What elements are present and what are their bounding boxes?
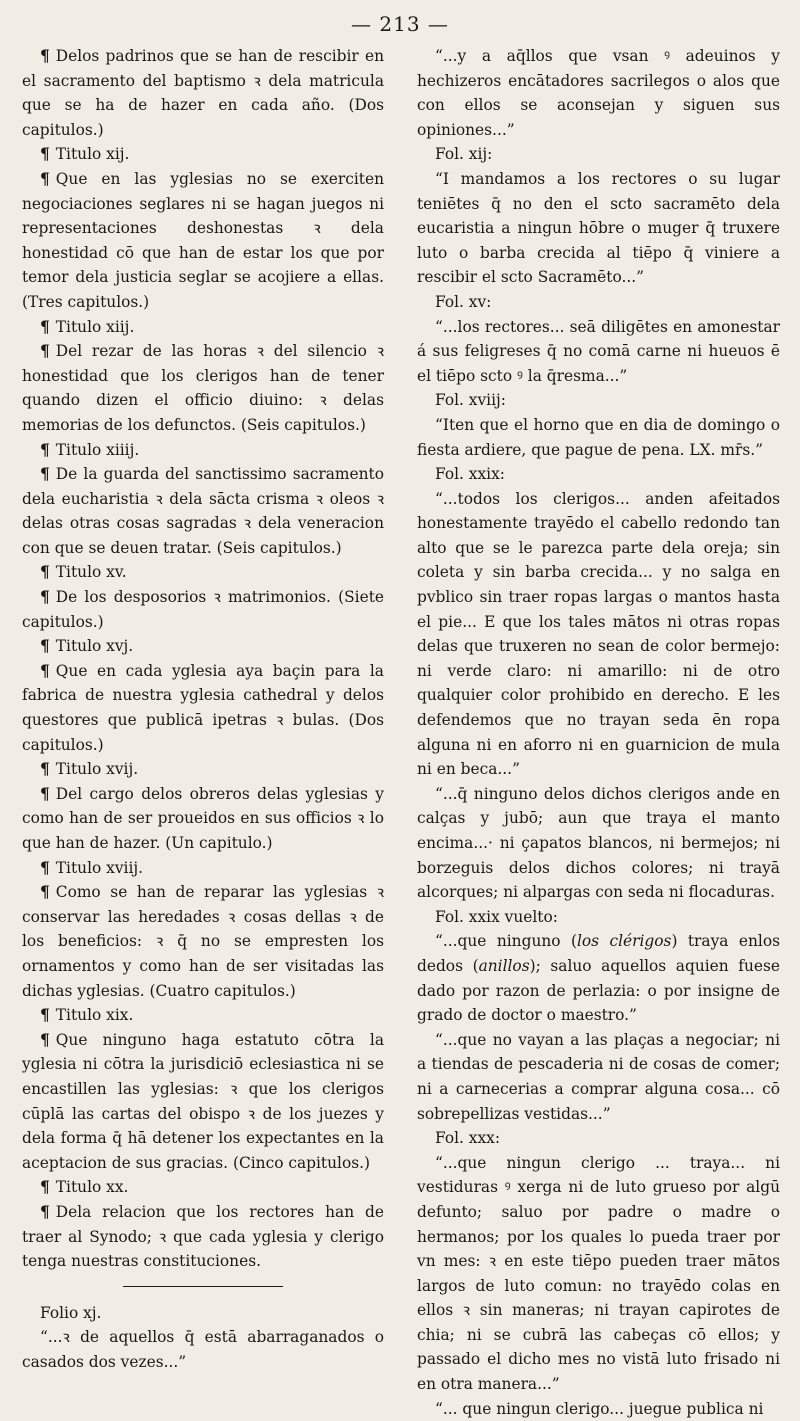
chapter-title — [22, 1003, 384, 1028]
chapter-title — [22, 315, 384, 340]
pilcrow-mark: ¶ — [40, 145, 50, 164]
chapter-title — [22, 1175, 384, 1200]
paragraph-text: Que ninguno haga estatuto cōtra la yglesia ni cōtra la jurisdiciō eclesiastica ni se encastillen las yglesias: ꝛ que los clerigos cūplā las cartas del obispo ꝛ de los juezes y dela forma q̄ hā detener los expectantes en la aceptacion de sus gracias. (Cinco capitulos.) — [22, 1030, 384, 1172]
chapter-summary — [22, 585, 384, 634]
quoted-passage: “... que ningun clerigo... juegue publica ni — [435, 1399, 764, 1418]
pilcrow-mark: ¶ — [40, 342, 50, 361]
pilcrow-mark: ¶ — [40, 1178, 50, 1197]
paragraph-text: Titulo xij. — [55, 145, 130, 164]
folio-reference: Folio xj. — [40, 1303, 102, 1322]
folio-reference: Fol. xviij: — [435, 391, 506, 410]
chapter-title — [22, 856, 384, 881]
quoted-passage: “...que ningun clerigo ... traya... ni vestiduras ꝰ xerga ni de luto grueso por algū defunto; saluo por padre o madre o hermanos; por los quales lo pueda traer por vn mes: ꝛ en este tiēpo pueden traer mātos largos de luto comun: no trayēdo colas en ellos ꝛ sin maneras; ni trayan capirotes de chia; ni se cubrā las cabeças cō ellos; y passado el dicho mes no vistā luto frisado ni en otra manera...” — [417, 1153, 780, 1394]
chapter-title — [22, 142, 384, 167]
paragraph-text: Delos padrinos que se han de rescibir en el sacramento del baptismo ꝛ dela matricula que se ha de hazer en cada año. (Dos capitulos.) — [22, 47, 384, 139]
chapter-title — [22, 634, 384, 659]
pilcrow-mark: ¶ — [40, 47, 50, 65]
pilcrow-mark: ¶ — [40, 784, 50, 803]
paragraph-text: Titulo xviij. — [55, 858, 144, 877]
paragraph-text: Del cargo delos obreros delas yglesias y como han de ser proueidos en sus officios ꝛ lo que han de hazer. (Un capitulo.) — [22, 784, 384, 852]
paragraph-text: Titulo xx. — [55, 1178, 129, 1197]
pilcrow-mark: ¶ — [40, 858, 50, 877]
quoted-passage: “...y a aq̄llos que vsan ꝰ adeuinos y hechizeros encātadores sacrilegos o alos que con ellos se aconsejan y siguen sus opiniones...” — [417, 47, 780, 139]
paragraph-text: Como se han de reparar las yglesias ꝛ conservar las heredades ꝛ cosas dellas ꝛ de los beneficios: ꝛ q̄ no se empresten los ornamentos y como han de ser visitadas las dichas yglesias. (Cuatro capitulos.) — [22, 883, 384, 1000]
folio-reference: Fol. xxix: — [435, 465, 505, 484]
pilcrow-mark: ¶ — [40, 637, 50, 656]
paragraph-text: Titulo xv. — [55, 563, 127, 582]
paragraph-text: Titulo xiiij. — [55, 440, 140, 459]
chapter-summary — [22, 44, 384, 142]
quoted-passage: “I mandamos a los rectores o su lugar teniētes q̄ no den el scto sacramēto dela eucaristia a ningun hōbre o muger q̄ truxere luto o barba crecida al tiēpo q̄ viniere a rescibir el scto Sacramēto...” — [417, 169, 780, 287]
paragraph-text: Dela relacion que los rectores han de traer al Synodo; ꝛ que cada yglesia y clerigo tenga nuestras constituciones. — [22, 1202, 384, 1271]
paragraph-text: Titulo xvj. — [55, 637, 134, 656]
paragraph-text: Que en cada yglesia aya baçin para la fabrica de nuestra yglesia cathedral y delos questores que publicā ipetras ꝛ bulas. (Dos capitulos.) — [22, 661, 384, 754]
paragraph-text: Que en las yglesias no se exerciten negociaciones seglares ni se hagan juegos ni representaciones deshonestas ꝛ dela honestidad cō que han de estar los que por temor dela justicia seglar se acojiere a ellas. (Tres capitulos.) — [22, 169, 384, 311]
chapter-summary — [22, 1028, 384, 1176]
chapter-summary — [22, 167, 384, 315]
folio-reference: Fol. xxx: — [435, 1129, 501, 1148]
right-column — [417, 44, 780, 1421]
paragraph-text: Del rezar de las horas ꝛ del silencio ꝛ honestidad que los clerigos han de tener quando dizen el officio diuino: ꝛ delas memorias de los defunctos. (Seis capitulos.) — [22, 342, 384, 434]
paragraph-text: De la guarda del sanctissimo sacramento dela eucharistia ꝛ dela sācta crisma ꝛ oleos ꝛ delas otras cosas sagradas ꝛ dela veneracion con que se deuen tratar. (Seis capitulos.) — [22, 465, 384, 557]
paragraph-text: Titulo xvij. — [55, 760, 139, 779]
folio-reference: Fol. xij: — [435, 145, 493, 164]
pilcrow-mark: ¶ — [40, 1202, 50, 1221]
pilcrow-mark: ¶ — [40, 169, 50, 188]
chapter-summary — [22, 462, 384, 560]
quoted-passage: “...ꝛ de aquellos q̄ estā abarraganados o casados dos vezes...” — [22, 1328, 384, 1371]
quoted-passage: “...los rectores... seā diligētes en amonestar á sus feligreses q̄ no comā carne ni hueuos ē el tiēpo scto ꝰ la q̄resma...” — [417, 317, 780, 385]
pilcrow-mark: ¶ — [40, 465, 50, 484]
paragraph-text: De los desposorios ꝛ matrimonios. (Siete capitulos.) — [22, 588, 384, 631]
pilcrow-mark: ¶ — [40, 1006, 50, 1025]
pilcrow-mark: ¶ — [40, 883, 50, 902]
pilcrow-mark: ¶ — [40, 760, 50, 779]
quoted-passage: “...todos los clerigos... anden afeitados honestamente trayēdo el cabello redondo tan alto que se le parezca parte dela oreja; sin coleta y sin barba crecida... y no salga en pvblico sin traer ropas largas o mantos hasta el pie... E que los tales mātos ni otras ropas delas que truxeren no sean de color bermejo: ni verde claro: ni amarillo: ni de otro qualquier color prohibido en derecho. E les defendemos que no trayan seda ēn ropa alguna ni en aforro ni en guarnicion de mula ni en beca...” — [417, 489, 780, 779]
pilcrow-mark: ¶ — [40, 588, 50, 607]
folio-reference: Fol. xxix vuelto: — [435, 907, 558, 926]
page-number: — 213 — — [351, 12, 449, 36]
chapter-title — [22, 757, 384, 782]
chapter-summary — [22, 782, 384, 856]
paragraph-text: Titulo xix. — [55, 1006, 134, 1025]
section-divider — [123, 1286, 283, 1287]
pilcrow-mark: ¶ — [40, 440, 50, 459]
paragraph-text: Titulo xiij. — [55, 317, 135, 336]
quoted-passage: “...q̄ ninguno delos dichos clerigos ande en calças y jubō; aun que traya el manto encima...· ni çapatos blancos, ni bermejos; ni borzeguis delos dichos colores; ni trayā alcorques; ni alpargas con seda ni flocaduras. — [417, 784, 780, 902]
chapter-title — [22, 438, 384, 463]
folio-reference: Fol. xv: — [435, 292, 492, 311]
italic-gloss: los clérigos — [576, 932, 672, 951]
italic-gloss: anillos — [478, 956, 530, 975]
left-column — [22, 44, 384, 1374]
chapter-summary — [22, 1200, 384, 1274]
chapter-summary — [22, 880, 384, 1003]
pilcrow-mark: ¶ — [40, 317, 50, 336]
pilcrow-mark: ¶ — [40, 661, 50, 680]
quoted-passage: “...que no vayan a las plaças a negociar; ni a tiendas de pescaderia ni de cosas de comer; ni a carnecerias a comprar alguna cosa... cō sobrepellizas vestidas...” — [417, 1030, 780, 1123]
chapter-summary — [22, 339, 384, 437]
pilcrow-mark: ¶ — [40, 1030, 50, 1049]
pilcrow-mark: ¶ — [40, 563, 50, 582]
chapter-summary — [22, 659, 384, 757]
quoted-passage: “Iten que el horno que en dia de domingo o fiesta ardiere, que pague de pena. LX. mr̄s.” — [417, 415, 780, 459]
quoted-passage: “...que ninguno (los clérigos) traya enlos dedos (anillos); saluo aquellos aquien fuese dado por razon de perlazia: o por insigne de grado de doctor o maestro.” — [417, 932, 780, 1025]
chapter-title — [22, 560, 384, 585]
